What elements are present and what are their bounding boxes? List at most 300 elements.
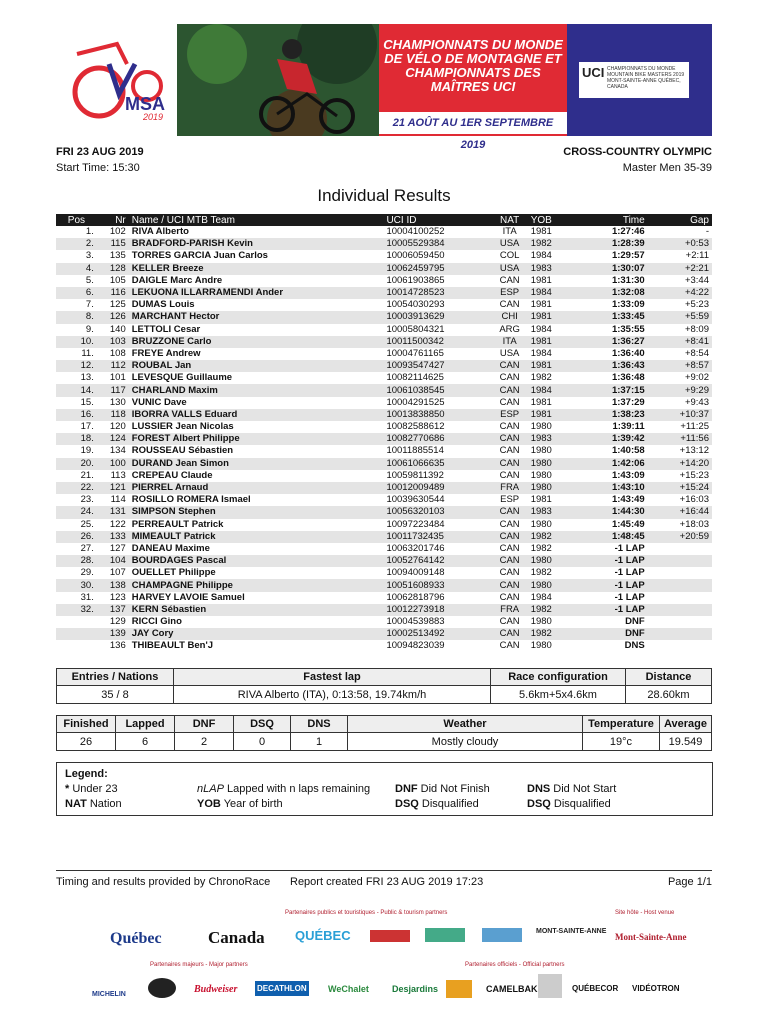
pos-cell: 1. [85,226,94,238]
pos-cell [56,616,97,628]
table-row [56,348,712,360]
rider-name-cell: IBORRA VALLS Eduard [129,409,307,421]
time-cell: 1:40:58 [611,445,645,457]
pos-cell: 2. [56,238,97,250]
time-cell: 1:33:09 [611,299,645,311]
table-row [56,433,712,445]
table-row [56,287,712,299]
rider-name-cell: MIMEAULT Patrick [129,531,307,543]
rider-name-cell: SIMPSON Stephen [129,506,307,518]
uci-card [579,62,689,98]
nationality-cell: CAN [499,567,520,579]
partners-strip [90,900,690,1015]
bib-number-cell: 114 [110,494,126,506]
budweiser-logo: Budweiser [194,984,238,995]
gap-cell: +5:23 [684,299,709,311]
gap-cell: +11:25 [680,421,709,433]
table-row [56,275,712,287]
gap-cell: +4:22 [648,287,712,299]
uci-id-cell: 10061038545 [306,384,491,396]
time-cell: -1 LAP [614,567,645,579]
gap-cell: +8:41 [648,336,712,348]
legend-title: Legend: [65,768,108,780]
bib-number-cell: 129 [109,616,126,628]
uci-panel [567,24,712,136]
gap-cell: +8:54 [684,347,709,359]
pos-cell: 18. [56,433,97,445]
rider-name-cell: DANEAU Maxime [131,542,210,554]
nationality-cell: ESP [500,494,520,506]
year-of-birth-cell: 1983 [528,506,569,518]
nationality-cell: CAN [499,396,520,408]
dsq-value: 0 [234,733,291,751]
year-of-birth-cell: 1980 [528,458,569,470]
finished-header: Finished [57,716,116,733]
dns-header: DNS [291,716,348,733]
rider-name-cell: HARVEY LAVOIE Samuel [131,591,245,603]
bib-number-cell: 107 [109,567,126,579]
dns-value: 1 [291,733,348,751]
bib-number-cell: 100 [97,458,129,470]
pos-cell: 32. [56,604,97,616]
table-row [56,555,712,567]
gap-cell: - [705,226,709,238]
time-cell: DNF [625,616,645,628]
pos-cell: 7. [85,299,94,311]
uci-id-cell: 10082770686 [306,433,491,445]
table-row [56,263,712,275]
stats-table [56,715,712,751]
nationality-cell: USA [492,263,528,275]
uci-logo: UCI [582,65,605,80]
uci-id-cell: 10014728523 [306,287,491,299]
year-of-birth-cell: 1982 [528,628,569,640]
table-row [56,409,712,421]
bib-number-cell: 128 [97,263,129,275]
bib-number-cell: 127 [109,542,126,554]
pos-cell: 27. [80,542,94,554]
rider-name-cell: KELLER Breeze [129,263,307,275]
desjardins-logo: Desjardins [392,984,439,994]
weather-value: Mostly cloudy [348,733,583,751]
table-row [56,458,712,470]
time-cell: -1 LAP [568,579,647,591]
legend-item: DSQ Disqualified [527,798,611,810]
gap-cell: +9:02 [684,372,709,384]
nationality-cell: CAN [492,458,528,470]
rider-name-cell: PIERREL Arnaud [129,482,307,494]
table-row [56,567,712,579]
nationality-cell: CAN [492,628,528,640]
nationality-cell: FRA [492,482,528,494]
bib-number-cell: 113 [110,469,126,481]
bib-number-cell: 120 [109,421,126,433]
camelbak-logo: CAMELBAK [486,984,538,994]
nationality-cell: CAN [492,506,528,518]
year-of-birth-cell: 1982 [530,567,552,579]
nationality-cell: CAN [499,421,520,433]
nationality-cell: CHI [492,311,528,323]
table-row [56,397,712,409]
time-cell: 1:32:08 [568,287,647,299]
bib-number-cell: 122 [109,518,126,530]
bib-number-cell: 102 [109,226,126,238]
msa-logo [57,24,177,136]
pos-cell: 6. [56,287,97,299]
year-of-birth-cell: 1984 [528,287,569,299]
year-of-birth-cell: 1980 [530,469,552,481]
uci-id-cell: 10052764142 [306,555,491,567]
event-banner [57,24,712,151]
uci-id-cell: 10061903865 [386,274,445,286]
rider-name-cell: PERREAULT Patrick [131,518,224,530]
time-cell: -1 LAP [568,555,647,567]
category: Master Men 35-39 [622,162,712,174]
time-cell: -1 LAP [614,542,645,554]
nationality-cell: ESP [492,287,528,299]
table-row [56,421,712,433]
time-cell: 1:29:57 [611,250,645,262]
uci-id-cell: 10013838850 [306,409,491,421]
legend-box [56,762,713,816]
rider-name-cell: LETTOLI Cesar [131,323,201,335]
table-row [56,519,712,531]
gap-cell: +18:03 [679,518,709,530]
time-cell: 1:45:49 [611,518,645,530]
rider-name-cell: FOREST Albert Philippe [129,433,307,445]
partner-logo-icon [370,930,410,942]
uci-subtitle: CHAMPIONNATS DU MONDE MOUNTAIN BIKE MASTERS 2019 MONT-SAINTE-ANNE QUÉBEC, CANADA [607,66,685,90]
nationality-cell: FRA [492,604,528,616]
pos-cell: 3. [85,250,94,262]
table-row [56,470,712,482]
mont-sainte-anne-partner: MONT-SAINTE-ANNE [536,928,607,935]
results-table [56,214,712,653]
gap-cell: +16:03 [679,494,709,506]
entries-header: Entries / Nations [57,669,174,686]
partner-logo-icon [538,974,562,998]
time-cell: 1:48:45 [568,531,647,543]
rider-name-cell: MARCHANT Hector [129,311,307,323]
temperature-header: Temperature [583,716,660,733]
table-row [56,640,712,652]
col-gap: Gap [648,214,712,226]
table-row [56,616,712,628]
time-cell: 1:37:15 [568,384,647,396]
year-of-birth-cell: 1981 [530,226,552,238]
uci-id-cell: 10002513492 [306,628,491,640]
canada-logo: Canada [208,928,265,947]
gap-cell: +11:56 [648,433,712,445]
host-venue-logo: Mont-Sainte-Anne [615,932,687,942]
gap-cell: +10:37 [648,409,712,421]
start-time: Start Time: 15:30 [56,162,140,174]
nationality-cell: CAN [499,274,520,286]
page-title: Individual Results [317,186,451,205]
temperature-value: 19°c [583,733,660,751]
uci-id-cell: 10005529384 [306,238,491,250]
table-row [56,531,712,543]
bib-number-cell: 117 [97,384,129,396]
msa-logo-text: MSA [125,94,165,114]
year-of-birth-cell: 1980 [530,445,552,457]
pos-cell [56,640,97,652]
uci-id-cell: 10006059450 [386,250,445,262]
table-row [56,543,712,555]
legend-item: nLAP Lapped with n laps remaining [197,783,371,795]
bib-number-cell: 124 [97,433,129,445]
table-row [56,226,712,238]
year-of-birth-cell: 1981 [530,299,552,311]
table-row [56,324,712,336]
pos-cell: 19. [80,445,94,457]
col-yob: YOB [528,214,569,226]
rider-photo [177,24,379,136]
nationality-cell: CAN [499,469,520,481]
rider-name-cell: VUNIC Dave [131,396,187,408]
rider-name-cell: ROUBAL Jan [129,360,307,372]
gap-cell: +15:23 [679,469,709,481]
pos-cell: 5. [85,274,94,286]
pos-cell: 28. [56,555,97,567]
col-name: Name / UCI MTB Team [129,214,307,226]
col-nr: Nr [97,214,129,226]
uci-id-cell: 10004291525 [386,396,445,408]
nationality-cell: CAN [492,555,528,567]
time-cell: 1:28:39 [568,238,647,250]
bib-number-cell: 101 [109,372,126,384]
uci-id-cell: 10011500342 [306,336,491,348]
race-summary-table [56,668,712,704]
nationality-cell: ITA [502,226,517,238]
uci-id-cell: 10011732435 [306,531,491,543]
distance-header: Distance [626,669,712,686]
bib-number-cell: 103 [97,336,129,348]
nationality-cell: USA [492,238,528,250]
bib-number-cell: 118 [97,409,129,421]
col-time: Time [568,214,647,226]
dnf-header: DNF [175,716,234,733]
pos-cell: 14. [56,384,97,396]
videotron-logo: VIDÉOTRON [632,984,680,993]
table-row [56,628,712,640]
pos-cell: 20. [56,458,97,470]
rider-name-cell: BOURDAGES Pascal [129,555,307,567]
gap-cell [648,579,712,591]
uci-id-cell: 10082588612 [386,421,445,433]
time-cell: 1:30:07 [568,263,647,275]
uci-id-cell: 10059811392 [386,469,444,481]
bib-number-cell: 121 [97,482,129,494]
time-cell: 1:37:29 [611,396,645,408]
partner-logo-icon [446,980,472,998]
year-of-birth-cell: 1981 [528,336,569,348]
time-cell: 1:44:30 [568,506,647,518]
gap-cell: +2:11 [685,250,709,262]
table-row [56,445,712,457]
rider-name-cell: LEKUONA ILLARRAMENDI Ander [129,287,307,299]
bib-number-cell: 136 [109,640,126,652]
average-value: 19.549 [660,733,712,751]
host-venue-label: Site hôte - Host venue [615,910,675,916]
time-cell: 1:38:23 [568,409,647,421]
legend-item: NAT Nation [65,798,122,810]
table-row [56,311,712,323]
uci-id-cell: 10082114625 [386,372,444,384]
bib-number-cell: 139 [97,628,129,640]
year-of-birth-cell: 1980 [530,518,552,530]
uci-id-cell: 10056320103 [306,506,491,518]
gap-cell [648,628,712,640]
uci-id-cell: 10004539883 [386,616,445,628]
time-cell: 1:36:27 [568,336,647,348]
rider-name-cell: DAIGLE Marc Andre [131,274,223,286]
msa-logo-year: 2019 [143,112,164,122]
gap-cell: +3:44 [684,274,709,286]
official-partners-label: Partenaires officiels - Official partners [465,962,565,968]
time-cell: 1:43:10 [568,482,647,494]
year-of-birth-cell: 1982 [530,542,552,554]
table-row [56,372,712,384]
col-nat: NAT [492,214,528,226]
rider-name-cell: CHARLAND Maxim [129,384,307,396]
pos-cell: 12. [56,360,97,372]
quebec-tourism-logo: QUÉBEC [295,928,351,943]
uci-id-cell: 10005804321 [386,323,445,335]
bib-number-cell: 105 [109,274,126,286]
uci-id-cell: 10011885514 [386,445,444,457]
race-date: FRI 23 AUG 2019 [56,146,144,158]
rider-name-cell: THIBEAULT Ben'J [131,640,214,652]
gap-cell: +9:29 [648,384,712,396]
time-cell: -1 LAP [568,604,647,616]
bib-number-cell: 130 [109,396,126,408]
uci-id-cell: 10004100252 [386,226,445,238]
nationality-cell: CAN [499,372,520,384]
rider-name-cell: OUELLET Philippe [131,567,216,579]
pos-cell: 17. [80,421,94,433]
year-of-birth-cell: 1980 [528,482,569,494]
wechalet-logo: WeChalet [328,984,369,994]
year-of-birth-cell: 1981 [528,409,569,421]
time-cell: 1:42:06 [568,458,647,470]
nationality-cell: CAN [499,445,520,457]
footer-divider [56,870,712,871]
lapped-header: Lapped [116,716,175,733]
time-cell: 1:36:48 [611,372,645,384]
bib-number-cell: 112 [97,360,129,372]
year-of-birth-cell: 1984 [530,250,552,262]
nationality-cell: CAN [499,299,520,311]
gap-cell [648,592,712,604]
time-cell: 1:39:42 [568,433,647,445]
rider-name-cell: FREYE Andrew [131,347,201,359]
table-row [56,494,712,506]
year-of-birth-cell: 1981 [530,396,552,408]
time-cell: DNF [568,628,647,640]
uci-id-cell: 10012009489 [306,482,491,494]
year-of-birth-cell: 1984 [528,384,569,396]
pos-cell: 9. [85,323,94,335]
mountain-biker-image [177,24,379,136]
discipline: CROSS-COUNTRY OLYMPIC [563,146,712,158]
time-cell: 1:36:40 [611,347,645,359]
table-row [56,506,712,518]
legend-item: DSQ Disqualified [395,798,479,810]
year-of-birth-cell: 1983 [528,263,569,275]
gap-cell: +5:59 [648,311,712,323]
pos-cell: 8. [56,311,97,323]
time-cell: 1:27:46 [611,226,645,238]
gap-cell: +16:44 [648,506,712,518]
nationality-cell: CAN [492,360,528,372]
bib-number-cell: 131 [97,506,129,518]
pos-cell: 15. [80,396,94,408]
uci-id-cell: 10097223484 [386,518,445,530]
legend-item: DNS Did Not Start [527,783,617,795]
time-cell: 1:33:45 [568,311,647,323]
rider-name-cell: DURAND Jean Simon [129,458,307,470]
nationality-cell: CAN [492,579,528,591]
time-cell: 1:43:09 [611,469,645,481]
pos-cell [56,628,97,640]
rider-name-cell: BRADFORD-PARISH Kevin [129,238,307,250]
year-of-birth-cell: 1981 [528,311,569,323]
results-header-row [56,214,712,226]
race-config-value: 5.6km+5x4.6km [491,686,626,704]
pos-cell: 31. [80,591,94,603]
dnf-value: 2 [175,733,234,751]
quebecor-logo: QUÉBECOR [572,984,619,993]
uci-id-cell: 10062818796 [386,591,445,603]
year-of-birth-cell: 1982 [530,372,552,384]
pos-cell: 30. [56,579,97,591]
results-body [56,226,712,653]
pos-cell: 23. [80,494,94,506]
rider-name-cell: ROSILLO ROMERA Ismael [131,494,251,506]
rider-name-cell: BRUZZONE Carlo [129,336,307,348]
rider-name-cell: RICCI Gino [131,616,182,628]
finished-value: 26 [57,733,116,751]
year-of-birth-cell: 1984 [530,323,552,335]
gap-cell: +15:24 [648,482,712,494]
year-of-birth-cell: 1981 [530,274,552,286]
rider-name-cell: TORRES GARCIA Juan Carlos [131,250,268,262]
uci-id-cell: 10004761165 [386,347,444,359]
uci-id-cell: 10051608933 [306,579,491,591]
year-of-birth-cell: 1980 [530,616,552,628]
year-of-birth-cell: 1980 [528,555,569,567]
partner-logo-icon [482,928,522,942]
uci-id-cell: 10039630544 [386,494,445,506]
table-row [56,336,712,348]
pos-cell: 4. [56,263,97,275]
bib-number-cell: 135 [109,250,126,262]
distance-value: 28.60km [626,686,712,704]
event-title-panel [379,24,567,151]
uci-id-cell: 10063201746 [386,542,445,554]
table-row [56,360,712,372]
gap-cell: +8:09 [684,323,709,335]
table-row [56,299,712,311]
nationality-cell: CAN [492,531,528,543]
race-config-header: Race configuration [491,669,626,686]
partner-logo-icon [425,928,465,942]
pos-cell: 16. [56,409,97,421]
uci-id-cell: 10003913629 [306,311,491,323]
rider-name-cell: LEVESQUE Guillaume [131,372,233,384]
bib-number-cell: 137 [97,604,129,616]
